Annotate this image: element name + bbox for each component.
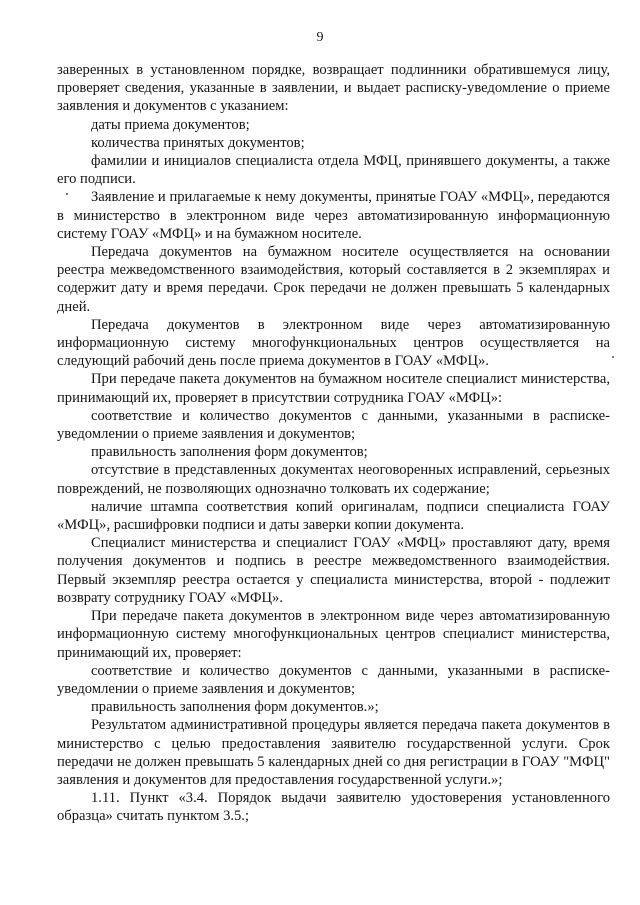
- paragraph: фамилии и инициалов специалиста отдела МФЦ, принявшего документы, а также его подписи.: [57, 153, 610, 188]
- document-body: [57, 61, 610, 826]
- paragraph: соответствие и количество документов с данными, указанными в расписке-уведомлении о приеме заявления и документов;: [57, 662, 610, 697]
- paragraph: даты приема документов;: [91, 116, 250, 133]
- paragraph: отсутствие в представленных документах неоговоренных исправлений, серьезных повреждений, не позволяющих однозначно толковать их содержание;: [57, 462, 610, 497]
- scan-speck: [612, 356, 614, 358]
- paragraph: заверенных в установленном порядке, возвращает подлинники обратившемуся лицу, проверяет сведения, указанные в заявлении, и выдает расписку-уведомление о приеме заявления и документов с указанием:: [57, 62, 610, 115]
- paragraph: Специалист министерства и специалист ГОАУ «МФЦ» проставляют дату, время получения документов и подпись в реестре межведомственного взаимодействия. Первый экземпляр реестра остается у специалиста министерства, второй - подлежит возврату сотруднику ГОАУ «МФЦ».: [57, 535, 610, 606]
- paragraph: 1.11. Пункт «3.4. Порядок выдачи заявителю удостоверения установленного образца» считать пунктом 3.5.;: [57, 790, 610, 825]
- paragraph: При передаче пакета документов на бумажном носителе специалист министерства, принимающий их, проверяет в присутствии сотрудника ГОАУ «МФЦ»:: [57, 371, 610, 406]
- page-number: 9: [316, 30, 324, 45]
- paragraph: количества принятых документов;: [91, 134, 305, 151]
- paragraph: соответствие и количество документов с данными, указанными в расписке-уведомлении о приеме заявления и документов;: [57, 407, 610, 443]
- paragraph: Результатом административной процедуры является передача пакета документов в министерство с целью предоставления заявителю государственной услуги. Срок передачи не должен превышать 5 календарных дней со дня регистрации в ГОАУ "МФЦ" заявления и документов для предоставления государственной услуги.»;: [57, 717, 610, 788]
- paragraph: наличие штампа соответствия копий оригиналам, подписи специалиста ГОАУ «МФЦ», расшифровки подписи и даты заверки копии документа.: [57, 498, 610, 534]
- scan-speck: [66, 193, 68, 195]
- paragraph: При передаче пакета документов в электронном виде через автоматизированную информационную систему многофункциональных центров специалист министерства, принимающий их, проверяет:: [57, 608, 610, 661]
- paragraph: Заявление и прилагаемые к нему документы, принятые ГОАУ «МФЦ», передаются в министерство в электронном виде через автоматизированную информационную систему ГОАУ «МФЦ» и на бумажном носителе.: [57, 189, 610, 242]
- paragraph: Передача документов на бумажном носителе осуществляется на основании реестра межведомственного взаимодействия, который составляется в 2 экземплярах и содержит дату и время передачи. Срок передачи не должен превышать 5 календарных дней.: [57, 244, 610, 315]
- paragraph: Передача документов в электронном виде через автоматизированную информационную систему многофункциональных центров осуществляется на следующий рабочий день после приема документов в ГОАУ «МФЦ».: [57, 316, 610, 370]
- paragraph: правильность заполнения форм документов;: [91, 444, 368, 461]
- paragraph: правильность заполнения форм документов.»;: [91, 699, 379, 716]
